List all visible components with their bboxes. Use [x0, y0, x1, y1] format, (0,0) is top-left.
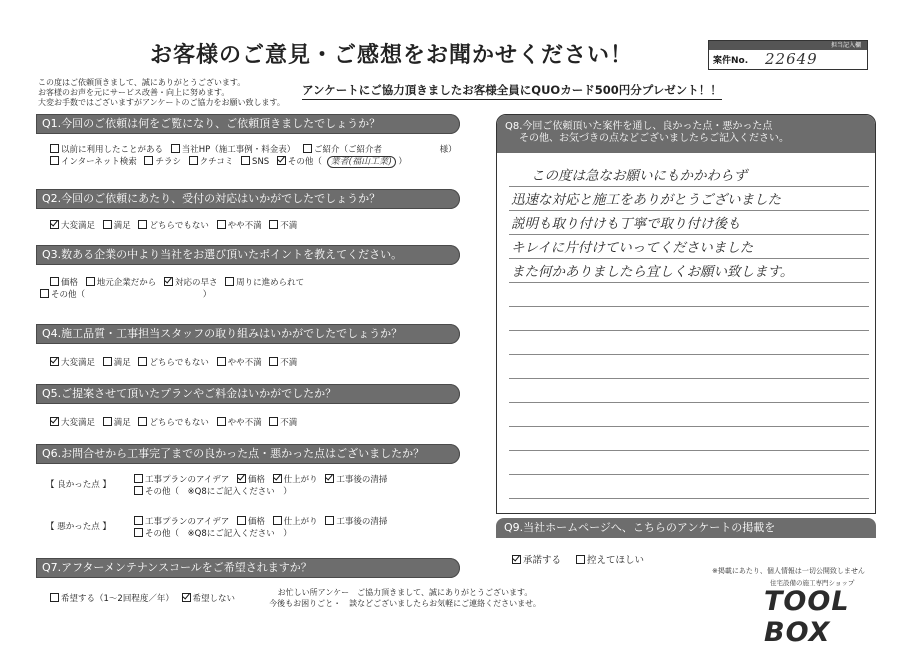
q2-option[interactable]: やや不満 [217, 219, 262, 231]
q7-title: Q7.アフターメンテナンスコールをご希望されますか？ [36, 558, 460, 578]
q6-good-cb-2[interactable] [273, 474, 282, 483]
q3-row2 [40, 289, 460, 301]
ruled-line [509, 163, 869, 187]
intro-line: 大変お手数ではございますがアンケートのご協力をお願い致します。 [38, 98, 285, 107]
q3-cb-2[interactable] [164, 277, 173, 286]
q1-cb-1[interactable] [171, 144, 180, 153]
footer-line: お忙しい所アンケー ご協力頂きまして、誠にありがとうございます。 [277, 588, 533, 597]
q1-option[interactable]: ご紹介（ご紹介者 [303, 144, 382, 156]
q6-body [36, 464, 460, 558]
q6-good-cb-0[interactable] [134, 474, 143, 483]
q1-title: Q1.今回のご依頼は何をご覧になり、ご依頼頂きましたでしょうか？ [36, 114, 460, 134]
ruled-line [509, 427, 869, 451]
q3-option[interactable]: 地元企業だから [86, 277, 157, 289]
shop-subtitle: 住宅設備の施工専門ショップ [770, 579, 855, 587]
q5-body [36, 404, 460, 444]
q2-cb-4[interactable] [269, 220, 278, 229]
q6-bad-cb-0[interactable] [134, 516, 143, 525]
q6-good-cb-3[interactable] [325, 474, 334, 483]
q7-cb-0[interactable] [50, 593, 59, 602]
q2-option[interactable]: 大変満足 [50, 219, 95, 231]
ruled-line [509, 451, 869, 475]
q9-cb-0[interactable] [512, 555, 521, 564]
page-title: お客様のご意見・ご感想をお聞かせください！ [150, 43, 634, 68]
left-column [36, 114, 460, 604]
q6-title: Q6.お問合せから工事完了までの良かった点・悪かった点はございましたか？ [36, 444, 460, 464]
q1-cb-7[interactable] [277, 156, 286, 165]
q1-option[interactable]: SNS [241, 156, 269, 168]
q4-cb-0[interactable] [50, 357, 59, 366]
intro-text [38, 78, 285, 108]
q7-cb-1[interactable] [182, 593, 191, 602]
q2-cb-1[interactable] [103, 220, 112, 229]
ruled-line [509, 283, 869, 307]
staff-box [708, 40, 868, 70]
q4-option[interactable]: 満足 [103, 356, 131, 368]
q2-option[interactable]: 満足 [103, 219, 131, 231]
q7-option[interactable]: 希望する（1～2回程度／年） [50, 592, 174, 604]
ruled-line [509, 187, 869, 211]
case-label: 案件No. [713, 56, 749, 66]
q1-cb-5[interactable] [189, 156, 198, 165]
q4-cb-1[interactable] [103, 357, 112, 366]
ruled-line [509, 307, 869, 331]
ruled-line [509, 235, 869, 259]
q8-handwritten-line: この度は急なお願いにもかかわらず [531, 168, 747, 184]
q1-cb-2[interactable] [303, 144, 312, 153]
q4-option[interactable]: どちらでもない [138, 356, 208, 368]
q2-option[interactable]: どちらでもない [138, 219, 208, 231]
q8-box [496, 114, 876, 514]
q1-row2-suffix: ） [398, 157, 407, 167]
q6-bad-option[interactable]: 工事プランのアイデア [134, 516, 229, 528]
q4-body [36, 344, 460, 384]
ruled-line [509, 331, 869, 355]
q6-good-option[interactable]: 価格 [237, 474, 265, 486]
case-number: 22649 [765, 50, 818, 68]
q5-cb-3[interactable] [217, 417, 226, 426]
q2-option[interactable]: 不満 [269, 219, 297, 231]
q8-title-line1: Q8.今回ご依頼頂いた案件を通し、良かった点・悪かった点 [505, 121, 773, 132]
q6-bad-cb-1[interactable] [237, 516, 246, 525]
q5-cb-1[interactable] [103, 417, 112, 426]
q4-cb-3[interactable] [217, 357, 226, 366]
q3-other-suffix: ） [202, 290, 212, 300]
q5-cb-4[interactable] [269, 417, 278, 426]
q1-option[interactable]: 当社HP（施工事例・料金表） [171, 144, 296, 156]
q1-row1-suffix: 様） [439, 145, 457, 155]
q6-bad-option[interactable]: 工事後の清掃 [325, 516, 387, 528]
q4-cb-2[interactable] [138, 357, 147, 366]
q9-title: Q9.当社ホームページへ、こちらのアンケートの掲載を [496, 518, 876, 538]
q6-bad-option[interactable]: 仕上がり [273, 516, 318, 528]
ruled-line [509, 211, 869, 235]
q6-good-option[interactable]: 工事プランのアイデア [134, 474, 229, 486]
q5-cb-2[interactable] [138, 417, 147, 426]
q6-bad-cb-other[interactable] [134, 528, 143, 537]
q6-good-options [134, 474, 392, 498]
q3-other-option[interactable]: その他（ [40, 289, 85, 301]
q2-cb-3[interactable] [217, 220, 226, 229]
intro-line: お客様のお声を元にサービス改善・向上に努めます。 [38, 88, 230, 97]
q6-good-cb-other[interactable] [134, 486, 143, 495]
q1-cb-0[interactable] [50, 144, 59, 153]
q4-option[interactable]: やや不満 [217, 356, 262, 368]
q5-option[interactable]: どちらでもない [138, 416, 208, 428]
q2-cb-2[interactable] [138, 220, 147, 229]
q3-cb-other[interactable] [40, 289, 49, 298]
q2-cb-0[interactable] [50, 220, 59, 229]
q3-cb-1[interactable] [86, 277, 95, 286]
q1-cb-3[interactable] [50, 156, 59, 165]
q6-good-cb-1[interactable] [237, 474, 246, 483]
q9-option[interactable]: 承諾する [512, 552, 561, 566]
q8-handwritten-line: また何かありましたら宜しくお願い致します。 [511, 264, 794, 280]
q6-bad-options [134, 516, 392, 540]
q1-row2 [50, 156, 460, 168]
q6-good-label: 【 良かった点 】 [46, 480, 111, 490]
q8-title-line2: その他、お気づきの点などございましたらご記入ください。 [519, 133, 789, 144]
q1-cb-6[interactable] [241, 156, 250, 165]
q5-option[interactable]: やや不満 [217, 416, 262, 428]
q6-bad-cb-2[interactable] [273, 516, 282, 525]
q9-options [512, 552, 649, 566]
q6-good-other[interactable]: その他（ ※Q8にご記入ください ） [134, 486, 292, 498]
q5-title: Q5.ご提案させて頂いたプランやご料金はいかがでしたか？ [36, 384, 460, 404]
q6-bad-other[interactable]: その他（ ※Q8にご記入ください ） [134, 528, 292, 540]
q3-cb-3[interactable] [225, 277, 234, 286]
q6-good-option[interactable]: 工事後の清掃 [325, 474, 387, 486]
privacy-note: ※掲載にあたり、個人情報は一切公開致しません [712, 567, 865, 575]
q3-title: Q3.数ある企業の中より当社をお選び頂いたポイントを教えてください。 [36, 245, 460, 265]
footer-message [240, 587, 570, 609]
q7-option[interactable]: 希望しない [182, 592, 236, 604]
q9-option[interactable]: 控えてほしい [576, 552, 644, 566]
q2-title: Q2.今回のご依頼にあたり、受付の対応はいかがでしたでしょうか？ [36, 189, 460, 209]
promo-banner: アンケートにご協力頂きましたお客様全員にQUOカード500円分プレゼント！！ [302, 82, 722, 100]
q1-option[interactable]: クチコミ [189, 156, 234, 168]
q3-cb-0[interactable] [50, 277, 59, 286]
q1-option[interactable]: インターネット検索 [50, 156, 137, 168]
q4-option[interactable]: 大変満足 [50, 356, 95, 368]
q6-bad-cb-3[interactable] [325, 516, 334, 525]
q8-answer-area[interactable] [509, 163, 869, 499]
q3-row1 [50, 277, 460, 289]
q5-cb-0[interactable] [50, 417, 59, 426]
q8-title [497, 115, 875, 153]
q8-handwritten-line: 説明も取り付けも丁寧で取り付け後も [511, 216, 741, 232]
q1-cb-4[interactable] [144, 156, 153, 165]
ruled-line [509, 355, 869, 379]
ruled-line [509, 259, 869, 283]
q9-cb-1[interactable] [576, 555, 585, 564]
q1-body [36, 134, 460, 189]
ruled-line [509, 379, 869, 403]
q4-title: Q4.施工品質・工事担当スタッフの取り組みはいかがでしたでしょうか？ [36, 324, 460, 344]
q6-bad-row [36, 516, 460, 558]
q8-handwritten-line: キレイに片付けていってくださいました [511, 240, 754, 256]
q3-body [36, 265, 460, 324]
q3-option[interactable]: 対応の早さ [164, 277, 218, 289]
q6-good-row [36, 474, 460, 516]
q3-option[interactable]: 周りに進められて [225, 277, 304, 289]
q5-option[interactable]: 大変満足 [50, 416, 95, 428]
toolbox-logo: TOOL BOX [764, 586, 850, 648]
q1-option[interactable]: チラシ [144, 156, 181, 168]
q1-option[interactable]: その他（ [277, 156, 322, 168]
q5-option[interactable]: 不満 [269, 416, 297, 428]
q4-cb-4[interactable] [269, 357, 278, 366]
q1-other-handwritten: 業者(福山工業) [327, 156, 396, 168]
ruled-line [509, 403, 869, 427]
right-column [496, 114, 876, 514]
q2-body [36, 209, 460, 245]
q1-option[interactable]: 以前に利用したことがある [50, 144, 163, 156]
q6-good-option[interactable]: 仕上がり [273, 474, 318, 486]
footer-line: 今後もお困りごと・ 談などございましたらお気軽にご連絡くださいませ。 [269, 599, 541, 608]
q8-handwritten-line: 迅速な対応と施工をありがとうございました [511, 192, 781, 208]
q1-row1 [50, 144, 460, 156]
intro-line: この度はご依頼頂きまして、誠にありがとうございます。 [38, 78, 246, 87]
q4-option[interactable]: 不満 [269, 356, 297, 368]
q6-bad-label: 【 悪かった点 】 [46, 522, 111, 532]
staff-box-head: 担当記入欄 [709, 41, 867, 50]
q5-option[interactable]: 満足 [103, 416, 131, 428]
ruled-line [509, 475, 869, 499]
q3-option[interactable]: 価格 [50, 277, 78, 289]
q6-bad-option[interactable]: 価格 [237, 516, 265, 528]
